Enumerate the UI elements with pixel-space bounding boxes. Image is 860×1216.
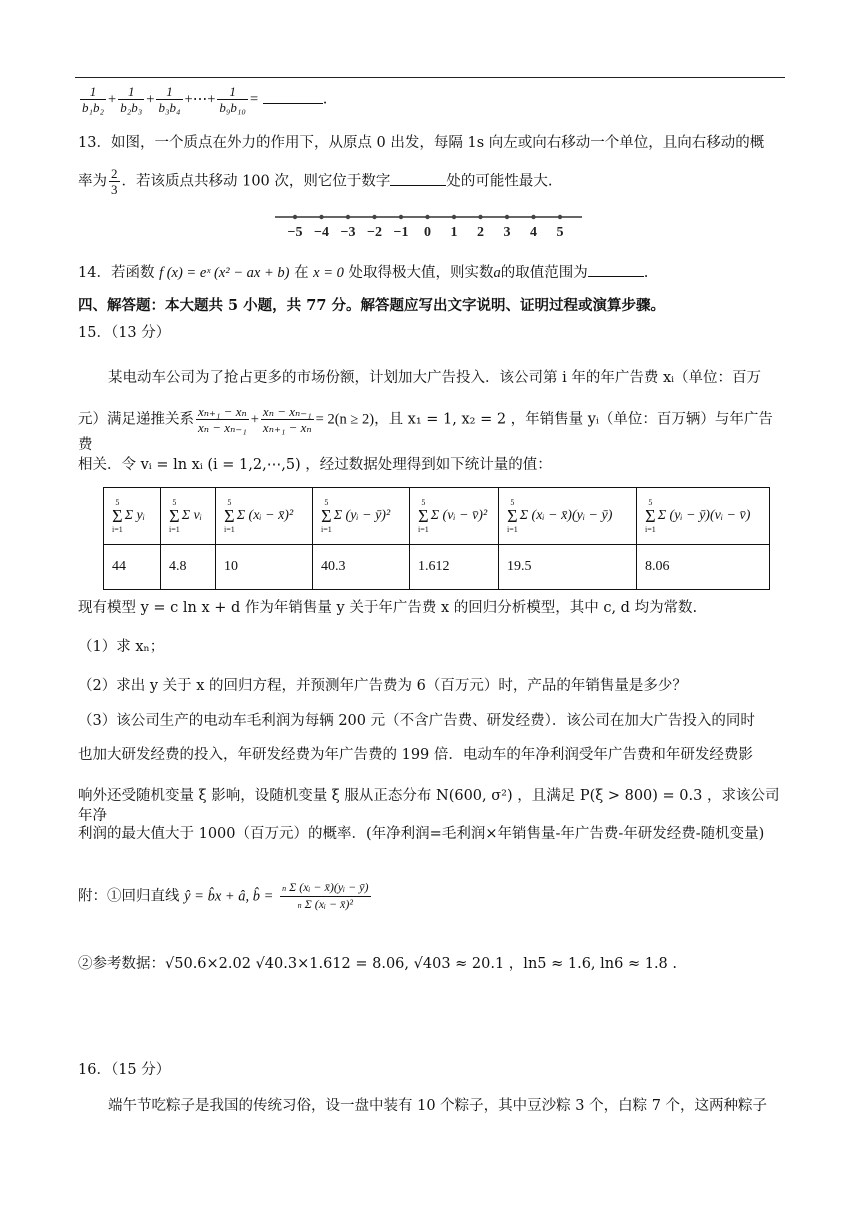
summation-sign: 5 Σ i=1 — [169, 498, 180, 534]
text: 处取得极大值，则实数 — [348, 265, 494, 281]
header-rule — [75, 77, 785, 78]
q15-subquestion-2: （2）求出 y 关于 x 的回归方程，并预测年广告费为 6（百万元）时，产品的年销售量是多少？ — [78, 678, 687, 694]
fraction — [118, 84, 144, 115]
number-line-point — [346, 215, 350, 219]
number-line-point — [558, 215, 562, 219]
statistics-table — [103, 487, 770, 590]
q15-subquestion-3-line3: 响外还受随机变量 ξ 影响，设随机变量 ξ 服从正态分布 N(600, σ²) ，且满足 P(ξ > 800) = 0.3 ，求该公司年净 — [78, 788, 780, 824]
denominator: b₂b₃ — [120, 100, 143, 115]
regression-coefficient-fraction — [280, 880, 370, 913]
number-line-point — [452, 215, 456, 219]
number-line-point — [531, 215, 535, 219]
fraction — [156, 84, 182, 115]
summation-sign: 5 Σ i=1 — [112, 498, 123, 534]
condition: x = 0 — [313, 265, 344, 281]
q16-paragraph1: 端午节吃粽子是我国的传统习俗，设一盘中装有 10 个粽子，其中豆沙粽 3 个，白粽 7 个，这两种粽子 — [108, 1098, 768, 1114]
number-line-label: −5 — [287, 225, 303, 240]
number-line-label: −4 — [314, 225, 329, 240]
table-header-cell: 5 Σ i=1Σ vᵢ — [161, 488, 216, 545]
table-header-row — [104, 488, 770, 545]
number-line-point — [478, 215, 482, 219]
denominator: b₃b₄ — [158, 100, 181, 115]
number-line-point — [399, 215, 403, 219]
q15-paragraph2 — [78, 404, 784, 455]
text: 处的可能性最大. — [446, 173, 553, 190]
section-heading: 四、解答题：本大题共 5 小题，共 77 分。解答题应写出文字说明、证明过程或演算步骤。 — [78, 297, 665, 314]
table-cell: 40.3 — [313, 545, 410, 590]
table-header-cell: 5 Σ i=1Σ yᵢ — [104, 488, 161, 545]
table-header-cell: 5 Σ i=1Σ (xᵢ − x̄)² — [216, 488, 313, 545]
summation-sign: 5 Σ i=1 — [645, 498, 656, 534]
table-value-row — [104, 545, 770, 590]
regression-equation: ŷ = b̂x + â, b̂ = — [184, 888, 274, 905]
answer-blank[interactable] — [588, 262, 644, 277]
number-line-label: 3 — [503, 225, 511, 240]
recurrence-fraction — [261, 404, 314, 435]
recurrence-rhs: = 2(n ≥ 2) — [315, 411, 375, 428]
summation-sign: 5 Σ i=1 — [507, 498, 518, 534]
table-header-cell: 5 Σ i=1Σ (yᵢ − ȳ)² — [313, 488, 410, 545]
text: 率为 — [78, 173, 107, 190]
q15-subquestion-1: （1）求 xₙ； — [78, 639, 165, 655]
probability-fraction — [109, 166, 120, 197]
numerator: n Σ (xᵢ − x̄)(yᵢ − ȳ) — [280, 880, 370, 897]
answer-blank[interactable] — [263, 89, 323, 104]
table-header-cell: 5 Σ i=1Σ (vᵢ − v̄)² — [410, 488, 499, 545]
text: 元）满足递推关系 — [78, 411, 194, 428]
fraction — [217, 84, 248, 115]
denominator: b₁b₂ — [82, 100, 105, 115]
q15-reference-data: ②参考数据：√50.6×2.02 √40.3×1.612 = 8.06, √403 ≈ 20.1 ，ln5 ≈ 1.6, ln6 ≈ 1.8 . — [78, 956, 677, 972]
denominator: 3 — [111, 182, 118, 197]
number-line-ticks — [288, 215, 564, 240]
table-cell: 19.5 — [499, 545, 637, 590]
number-line-point — [293, 215, 297, 219]
text: ，且 x₁ = 1, x₂ = 2 ，年销售量 yᵢ（单位：百万辆）与年广告费 — [78, 411, 773, 453]
number-line-label: 1 — [450, 225, 458, 240]
text: 14．若函数 — [78, 265, 155, 281]
numerator: 1 — [118, 84, 144, 100]
q13-line2 — [78, 166, 784, 197]
table-cell: 44 — [104, 545, 161, 590]
number-line-label: 2 — [477, 225, 484, 240]
q15-number: 15．（13 分） — [78, 325, 171, 341]
denominator: xₙ₊₁ − xₙ — [262, 420, 312, 435]
variable: a — [493, 265, 501, 281]
q15-model-statement: 现有模型 y = c ln x + d 作为年销售量 y 关于年广告费 x 的回归分析模型，其中 c, d 均为常数. — [78, 600, 698, 616]
plus-sign: + — [250, 411, 259, 428]
equals-sign: = — [249, 91, 259, 108]
denominator: n Σ (xᵢ − x̄)² — [297, 897, 353, 911]
answer-blank[interactable] — [390, 171, 446, 186]
numerator: 1 — [80, 84, 106, 100]
text: 在 — [294, 265, 309, 281]
q16-number: 16．（15 分） — [78, 1062, 171, 1078]
numerator: xₙ₊₁ − xₙ — [198, 404, 247, 419]
number-line-point — [372, 215, 376, 219]
table-cell: 8.06 — [637, 545, 770, 590]
table-cell: 1.612 — [410, 545, 499, 590]
table-header-cell: 5 Σ i=1Σ (xᵢ − x̄)(yᵢ − ȳ) — [499, 488, 637, 545]
number-line-label: −3 — [340, 225, 356, 240]
q15-paragraph1: 某电动车公司为了抢占更多的市场份额，计划加大广告投入．该公司第 i 年的年广告费 xᵢ（单位：百万 — [108, 370, 762, 386]
number-line-label: 4 — [530, 225, 537, 240]
table-header-cell: 5 Σ i=1Σ (yᵢ − ȳ)(vᵢ − v̄) — [637, 488, 770, 545]
table-cell: 10 — [216, 545, 313, 590]
denominator: xₙ − xₙ₋₁ — [198, 420, 247, 435]
q15-subquestion-3-line2: 也加大研发经费的投入，年研发经费为年广告费的 199 倍．电动车的年净利润受年广告费和年研发经费影 — [78, 747, 753, 763]
text: 附：①回归直线 — [78, 888, 180, 905]
number-line-figure — [270, 208, 590, 240]
number-line-point — [425, 215, 429, 219]
numerator: xₙ − xₙ₋₁ — [262, 404, 312, 419]
function-expression: f (x) = eˣ (x² − ax + b) — [159, 265, 290, 281]
number-line-label: −1 — [393, 225, 409, 240]
number-line-label: 5 — [556, 225, 564, 240]
recurrence-fraction — [196, 404, 249, 435]
table-cell: 4.8 — [161, 545, 216, 590]
plus-sign: + — [146, 91, 155, 108]
text: ．若该质点共移动 100 次，则它位于数字 — [121, 173, 391, 190]
numerator: 1 — [217, 84, 248, 100]
summation-sign: 5 Σ i=1 — [418, 498, 429, 534]
period: . — [643, 265, 649, 281]
numerator: 2 — [111, 166, 118, 181]
number-line-label: 0 — [424, 225, 431, 240]
q14-line — [78, 262, 784, 283]
q15-subquestion-3-line1: （3）该公司生产的电动车毛利润为每辆 200 元（不含广告费、研发经费）．该公司在加大广告投入的同时 — [78, 713, 755, 729]
plus-sign: + — [108, 91, 117, 108]
denominator: b₉b₁₀ — [219, 100, 246, 115]
summation-sign: 5 Σ i=1 — [224, 498, 235, 534]
q15-subquestion-3-line4: 利润的最大值大于 1000（百万元）的概率．(年净利润=毛利润×年销售量-年广告费-年研发经费-随机变量) — [78, 826, 765, 842]
ellipsis-plus: +⋯+ — [184, 91, 216, 108]
number-line-point — [505, 215, 509, 219]
fraction — [80, 84, 106, 115]
q15-paragraph3: 相关．令 vᵢ = ln xᵢ (i = 1,2,⋯,5) ，经过数据处理得到如下统计量的值： — [78, 457, 552, 473]
q13-line1: 13．如图，一个质点在外力的作用下，从原点 0 出发，每隔 1s 向左或向右移动一个单位，且向右移动的概 — [78, 135, 765, 151]
period: . — [322, 91, 328, 108]
number-line-point — [319, 215, 323, 219]
summation-sign: 5 Σ i=1 — [321, 498, 332, 534]
numerator: 1 — [156, 84, 182, 100]
q15-appendix-formula — [78, 880, 784, 913]
text: 的取值范围为 — [500, 265, 588, 281]
q12-sum-expression — [78, 84, 784, 115]
number-line-label: −2 — [367, 225, 382, 240]
